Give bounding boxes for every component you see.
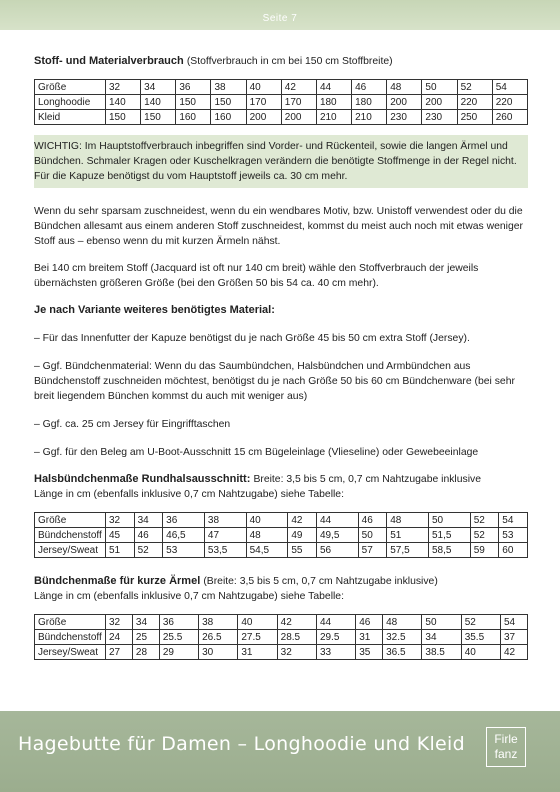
row-label: Größe (35, 513, 106, 528)
row-label: Longhoodie (35, 95, 106, 110)
table-cell: 56 (316, 543, 358, 558)
table-cell: 29.5 (316, 630, 355, 645)
table-cell: 44 (316, 80, 351, 95)
table-cell: 47 (204, 528, 246, 543)
table-cell: 52 (134, 543, 163, 558)
table-cell: 32 (277, 645, 316, 660)
table-cell: 31 (238, 645, 277, 660)
table-cell: 48 (387, 513, 429, 528)
table-cell: 210 (352, 110, 387, 125)
logo-line: Firle (494, 732, 518, 746)
table-cell: 150 (176, 95, 211, 110)
table-cell: 58,5 (428, 543, 470, 558)
table-cell: 45 (106, 528, 135, 543)
table-cell: 210 (316, 110, 351, 125)
table-cell: 150 (106, 110, 141, 125)
table-cell: 54 (500, 615, 527, 630)
table-cell: 60 (499, 543, 528, 558)
table-cell: 36 (176, 80, 211, 95)
table-cell: 40 (238, 615, 277, 630)
row-label: Größe (35, 80, 106, 95)
table-cell: 32 (106, 615, 133, 630)
table-row (35, 645, 528, 660)
table-cell: 53,5 (204, 543, 246, 558)
page-number: Seite 7 (262, 13, 298, 24)
section-title: Halsbündchenmaße Rundhalsausschnitt: (34, 473, 251, 485)
table-cell: 25 (132, 630, 159, 645)
table-cell: 46 (134, 528, 163, 543)
table-cell: 49,5 (316, 528, 358, 543)
row-label: Jersey/Sweat (35, 543, 106, 558)
table-cell: 38.5 (422, 645, 461, 660)
table-cell: 53 (163, 543, 205, 558)
table-cell: 38 (211, 80, 246, 95)
table-cell: 28.5 (277, 630, 316, 645)
table-cell: 160 (211, 110, 246, 125)
table-cell: 200 (281, 110, 316, 125)
section-heading-fabric (34, 54, 528, 69)
table-cell: 32 (106, 80, 141, 95)
table-cell: 51 (387, 528, 429, 543)
row-label: Jersey/Sweat (35, 645, 106, 660)
table-cell: 150 (211, 95, 246, 110)
table-cell: 140 (106, 95, 141, 110)
table-cell: 52 (470, 528, 499, 543)
table-cell: 52 (457, 80, 492, 95)
table-cell: 57,5 (387, 543, 429, 558)
table-cell: 36 (163, 513, 205, 528)
table-cell: 44 (316, 615, 355, 630)
table-cell: 170 (246, 95, 281, 110)
table-cell: 55 (288, 543, 317, 558)
table-row (35, 615, 528, 630)
section-note: Länge in cm (ebenfalls inklusive 0,7 cm Nahtzugabe) siehe Tabelle: (34, 591, 344, 602)
table-cell: 31 (356, 630, 383, 645)
table-cell: 51,5 (428, 528, 470, 543)
table-row (35, 95, 528, 110)
table-cell: 34 (141, 80, 176, 95)
table-cell: 42 (277, 615, 316, 630)
section-heading-sleeve-cuffs (34, 574, 528, 589)
table-cell: 32.5 (383, 630, 422, 645)
section-heading-neckband (34, 472, 528, 487)
section-note: Länge in cm (ebenfalls inklusive 0,7 cm Nahtzugabe) siehe Tabelle: (34, 489, 344, 500)
table-cell: 42 (288, 513, 317, 528)
table-cell: 40 (246, 513, 288, 528)
fabric-consumption-table (34, 79, 528, 125)
table-cell: 200 (246, 110, 281, 125)
table-cell: 150 (141, 110, 176, 125)
table-cell: 27 (106, 645, 133, 660)
table-cell: 46 (352, 80, 387, 95)
footer-band (0, 711, 560, 792)
table-cell: 37 (500, 630, 527, 645)
table-cell: 230 (422, 110, 457, 125)
table-cell: 59 (470, 543, 499, 558)
table-cell: 40 (461, 645, 500, 660)
table-cell: 42 (500, 645, 527, 660)
table-cell: 50 (358, 528, 387, 543)
neckband-table (34, 512, 528, 558)
table-cell: 33 (316, 645, 355, 660)
table-cell: 230 (387, 110, 422, 125)
table-cell: 48 (246, 528, 288, 543)
table-cell: 27.5 (238, 630, 277, 645)
table-cell: 220 (457, 95, 492, 110)
table-cell: 49 (288, 528, 317, 543)
table-cell: 52 (470, 513, 499, 528)
table-cell: 50 (422, 615, 461, 630)
material-item: – Für das Innenfutter der Kapuze benötigst du je nach Größe 45 bis 50 cm extra Stoff (Jersey). (34, 333, 470, 344)
table-cell: 50 (422, 80, 457, 95)
table-row (35, 513, 528, 528)
table-cell: 36 (159, 615, 198, 630)
table-cell: 38 (199, 615, 238, 630)
table-cell: 50 (428, 513, 470, 528)
material-item: – Ggf. für den Beleg am U-Boot-Ausschnitt 15 cm Bügeleinlage (Vlieseline) oder Gewebeeinlage (34, 447, 479, 458)
table-cell: 35 (356, 645, 383, 660)
row-label: Größe (35, 615, 106, 630)
table-row (35, 528, 528, 543)
table-cell: 180 (352, 95, 387, 110)
table-cell: 57 (358, 543, 387, 558)
table-cell: 32 (106, 513, 135, 528)
table-row (35, 110, 528, 125)
table-row (35, 630, 528, 645)
table-cell: 260 (492, 110, 527, 125)
section-title: Bündchenmaße für kurze Ärmel (34, 575, 201, 587)
material-heading: Je nach Variante weiteres benötigtes Material: (34, 304, 275, 316)
row-label: Bündchenstoff (35, 528, 106, 543)
table-cell: 29 (159, 645, 198, 660)
table-cell: 42 (281, 80, 316, 95)
table-cell: 36.5 (383, 645, 422, 660)
table-cell: 180 (316, 95, 351, 110)
footer-title: Hagebutte für Damen – Longhoodie und Kleid (18, 733, 465, 755)
table-cell: 28 (132, 645, 159, 660)
section-subtitle: (Breite: 3,5 bis 5 cm, 0,7 cm Nahtzugabe inklusive) (203, 576, 438, 587)
paragraph-fabric-width: Bei 140 cm breitem Stoff (Jacquard ist oft nur 140 cm breit) wähle den Stoffverbrauch der jeweils übernächsten größeren Größe (bei den Größen 50 bis 54 ca. 40 cm mehr). (34, 263, 479, 289)
table-cell: 38 (204, 513, 246, 528)
sleeve-cuff-table (34, 614, 528, 660)
table-row (35, 543, 528, 558)
paragraph-saving: Wenn du sehr sparsam zuschneidest, wenn du ein wendbares Motiv, bzw. Unistoff verwendest oder du die Bündchen allesamt aus einem anderen Stoff zuschneidest, kommst du meist auch noch mit etwas weniger Stoff aus – ebenso wenn du mit kurzen Ärmeln nähst. (34, 206, 524, 247)
header-band (0, 0, 560, 30)
table-cell: 40 (246, 80, 281, 95)
table-cell: 53 (499, 528, 528, 543)
table-cell: 48 (387, 80, 422, 95)
table-cell: 44 (316, 513, 358, 528)
table-cell: 25.5 (159, 630, 198, 645)
table-cell: 30 (199, 645, 238, 660)
table-cell: 52 (461, 615, 500, 630)
table-cell: 200 (422, 95, 457, 110)
material-item: – Ggf. ca. 25 cm Jersey für Eingrifftaschen (34, 419, 231, 430)
row-label: Kleid (35, 110, 106, 125)
table-cell: 24 (106, 630, 133, 645)
table-cell: 46 (358, 513, 387, 528)
row-label: Bündchenstoff (35, 630, 106, 645)
table-cell: 35.5 (461, 630, 500, 645)
material-item: – Ggf. Bündchenmaterial: Wenn du das Saumbündchen, Halsbündchen und Armbündchen aus Bündchenstoff zuschneiden möchtest, benötigst du je nach Größe 50 bis 60 cm Bündchenware (bei sehr breit liegendem Bünchen kommst du auch mit weniger aus) (34, 361, 515, 402)
table-cell: 200 (387, 95, 422, 110)
table-cell: 250 (457, 110, 492, 125)
brand-logo (486, 727, 526, 767)
table-cell: 46,5 (163, 528, 205, 543)
section-subtitle: Breite: 3,5 bis 5 cm, 0,7 cm Nahtzugabe inklusive (253, 474, 481, 485)
table-cell: 48 (383, 615, 422, 630)
table-cell: 34 (134, 513, 163, 528)
table-cell: 34 (132, 615, 159, 630)
table-cell: 140 (141, 95, 176, 110)
table-cell: 170 (281, 95, 316, 110)
table-cell: 220 (492, 95, 527, 110)
table-cell: 26.5 (199, 630, 238, 645)
important-note: WICHTIG: Im Hauptstoffverbrauch inbegriffen sind Vorder- und Rückenteil, sowie die langen Ärmel und Bündchen. Schmaler Kragen oder Kuschelkragen verändern die benötigte Stoffmenge in der Regel nicht. Für die Kapuze benötigst du vom Hauptstoff jeweils ca. 30 cm mehr. (34, 135, 528, 188)
table-cell: 34 (422, 630, 461, 645)
table-cell: 54,5 (246, 543, 288, 558)
section-subtitle: (Stoffverbrauch in cm bei 150 cm Stoffbreite) (186, 56, 393, 67)
page-content (34, 54, 528, 660)
section-title: Stoff- und Materialverbrauch (34, 55, 184, 67)
logo-line: fanz (494, 747, 518, 761)
table-row (35, 80, 528, 95)
table-cell: 51 (106, 543, 135, 558)
table-cell: 160 (176, 110, 211, 125)
table-cell: 54 (499, 513, 528, 528)
table-cell: 46 (356, 615, 383, 630)
table-cell: 54 (492, 80, 527, 95)
